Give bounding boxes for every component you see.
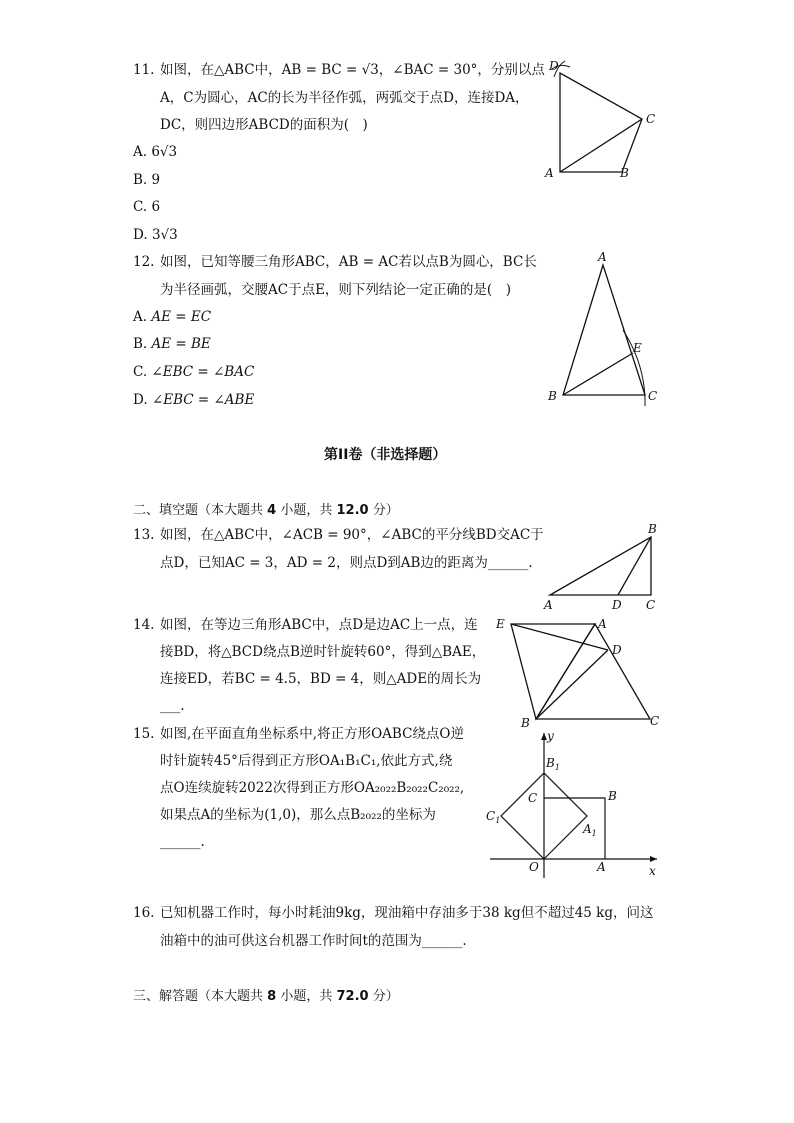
q11-line-3: DC，则四边形ABCD的面积为( ): [160, 117, 368, 133]
q11-line-2: A，C为圆心，AC的长为半径作弧，两弧交于点D，连接DA，: [160, 90, 529, 106]
q16-line-1: 已知机器工作时，每小时耗油9kg，现油箱中存油多于38 kg但不超过45 kg，问这: [160, 905, 654, 921]
q11-label-d: D: [549, 59, 559, 73]
q15-label-o: O: [529, 860, 539, 874]
q15-label-a: A: [597, 860, 606, 874]
q14-line-1: 如图，在等边三角形ABC中，点D是边AC上一点，连: [160, 617, 478, 633]
q12-option-a[interactable]: A. AE = EC: [133, 309, 212, 325]
q11-option-a[interactable]: A. 6√3: [133, 144, 178, 160]
q13-triangle: [550, 537, 651, 595]
section-2-header: 二、填空题（本大题共 4 小题，共 12.0 分）: [133, 503, 399, 518]
q14-line-2: 接BD，将△BCD绕点B逆时针旋转60°，得到△BAE，: [160, 644, 486, 660]
q13-number: 13.: [133, 527, 155, 543]
q13-label-c: C: [646, 598, 656, 612]
q11-quadrilateral: [560, 73, 642, 172]
q13-line-1: 如图，在△ABC中，∠ACB = 90°，∠ABC的平分线BD交AC于: [160, 527, 544, 543]
q12-option-b[interactable]: B. AE = BE: [133, 336, 211, 352]
q12-number: 12.: [133, 254, 155, 270]
q11-diagonal-ac: [560, 119, 642, 172]
q14-line-3: 连接ED，若BC = 4.5，BD = 4，则△ADE的周长为: [160, 671, 482, 687]
q13-label-b: B: [648, 522, 657, 536]
q12-label-c: C: [648, 389, 658, 403]
q15-number: 15.: [133, 726, 155, 742]
q11-number: 11.: [133, 62, 155, 78]
q13-line-2: 点D，已知AC = 3，AD = 2，则点D到AB边的距离为______.: [160, 555, 533, 571]
q12-label-b: B: [548, 389, 557, 403]
q16-number: 16.: [133, 905, 155, 921]
q14-triangle-bae: [511, 624, 595, 719]
q13-label-a: A: [544, 598, 553, 612]
q11-line-1: 如图，在△ABC中，AB = BC = √3，∠BAC = 30°，分别以点: [160, 62, 545, 78]
q11-label-a: A: [545, 166, 554, 180]
q14-label-e: E: [496, 617, 505, 631]
q15-line-4: 如果点A的坐标为(1,0)，那么点B₂₀₂₂的坐标为: [160, 807, 436, 823]
q15-label-y: y: [547, 729, 554, 743]
q12-triangle: [563, 265, 645, 395]
q15-line-1: 如图,在平面直角坐标系中,将正方形OABC绕点O逆: [160, 726, 464, 742]
q12-option-d[interactable]: D. ∠EBC = ∠ABE: [133, 392, 255, 408]
q16-line-2: 油箱中的油可供这台机器工作时间t的范围为______.: [160, 933, 467, 949]
q13-label-d: D: [612, 598, 622, 612]
q11-option-c[interactable]: C. 6: [133, 199, 161, 215]
q14-triangle-abc: [536, 624, 650, 719]
q15-figure: [485, 728, 660, 883]
q11-option-d[interactable]: D. 3√3: [133, 227, 178, 243]
q15-label-a1: $A_1$: [583, 822, 597, 838]
q14-label-c: C: [650, 714, 660, 728]
q14-number: 14.: [133, 617, 155, 633]
q15-label-c1: $C_1$: [486, 809, 501, 825]
q14-label-d: D: [612, 643, 622, 657]
q12-line-1: 如图，已知等腰三角形ABC，AB = AC若以点B为圆心，BC长: [160, 254, 537, 270]
q12-label-a: A: [598, 250, 607, 264]
q15-label-b1: $B_1$: [546, 756, 560, 772]
q12-option-c[interactable]: C. ∠EBC = ∠BAC: [133, 364, 255, 380]
q15-line-3: 点O连续旋转2022次得到正方形OA₂₀₂₂B₂₀₂₂C₂₀₂₂,: [160, 780, 465, 796]
q12-label-e: E: [633, 341, 642, 355]
q14-figure: [490, 612, 665, 732]
q15-label-c: C: [528, 791, 538, 805]
q12-figure: [545, 248, 665, 408]
q15-line-2: 时针旋转45°后得到正方形OA₁B₁C₁,依此方式,绕: [160, 753, 453, 769]
q14-label-b: B: [521, 716, 530, 730]
q15-line-5: ______.: [160, 834, 205, 850]
section-3-header: 三、解答题（本大题共 8 小题，共 72.0 分）: [133, 989, 399, 1004]
q13-bisector-bd: [618, 537, 651, 595]
q15-x-arrow: [650, 856, 657, 862]
q14-label-a: A: [598, 617, 607, 631]
q15-label-b: B: [608, 789, 617, 803]
q13-figure: [538, 520, 663, 615]
q14-line-4: ___.: [160, 698, 185, 714]
q11-figure: [540, 55, 665, 185]
q11-label-b: B: [620, 166, 629, 180]
part-2-title: 第II卷（非选择题）: [324, 447, 447, 463]
q14-segment-ed: [511, 624, 608, 650]
q11-option-b[interactable]: B. 9: [133, 172, 161, 188]
q15-label-x: x: [649, 864, 656, 878]
q12-line-2: 为半径画弧，交腰AC于点E，则下列结论一定正确的是( ): [160, 282, 511, 298]
q11-label-c: C: [646, 112, 656, 126]
